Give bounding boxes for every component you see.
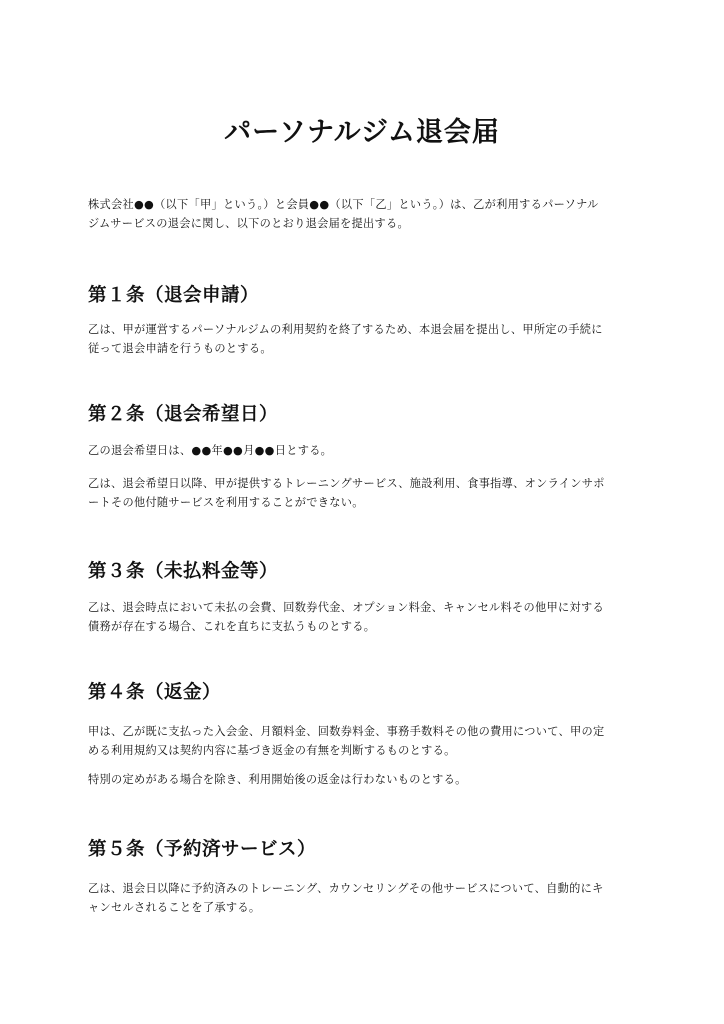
article-3-paragraph-1: 乙は、退会時点において未払の会費、回数券代金、オプション料金、キャンセル料その他甲に対する 債務が存在する場合、これを直ちに支払うものとする。 (88, 601, 604, 633)
article-1-paragraph-1: 乙は、甲が運営するパーソナルジムの利用契約を終了するため、本退会届を提出し、甲所定の手続に 従って退会申請を行うものとする。 (88, 323, 603, 355)
article-3-heading: 第３条（未払料金等） (88, 561, 279, 582)
article-4-paragraph-1: 甲は、乙が既に支払った入会金、月額料金、回数券料金、事務手数料その他の費用について、甲の定 める利用規約又は契約内容に基づき返金の有無を判断するものとする。 (88, 725, 605, 757)
intro-paragraph: 株式会社●●（以下「甲」という。）と会員●●（以下「乙」という。）は、乙が利用するパーソナル ジムサービスの退会に関し、以下のとおり退会届を提出する。 (88, 198, 599, 230)
article-2-heading: 第２条（退会希望日） (88, 404, 279, 425)
article-5-paragraph-1: 乙は、退会日以降に予約済みのトレーニング、カウンセリングその他サービスについて、自動的にキ ャンセルされることを了承する。 (88, 882, 604, 914)
article-2-paragraph-2: 乙は、退会希望日以降、甲が提供するトレーニングサービス、施設利用、食事指導、オンラインサポ ートその他付随サービスを利用することができない。 (88, 477, 605, 509)
article-1-heading: 第１条（退会申請） (88, 285, 260, 306)
article-5-heading: 第５条（予約済サービス） (88, 839, 317, 860)
article-2-paragraph-1: 乙の退会希望日は、●●年●●月●●日とする。 (88, 444, 333, 457)
document-title: パーソナルジム退会届 (224, 117, 500, 148)
article-4-paragraph-2: 特別の定めがある場合を除き、利用開始後の返金は行わないものとする。 (88, 773, 467, 786)
article-4-heading: 第４条（返金） (88, 682, 222, 703)
